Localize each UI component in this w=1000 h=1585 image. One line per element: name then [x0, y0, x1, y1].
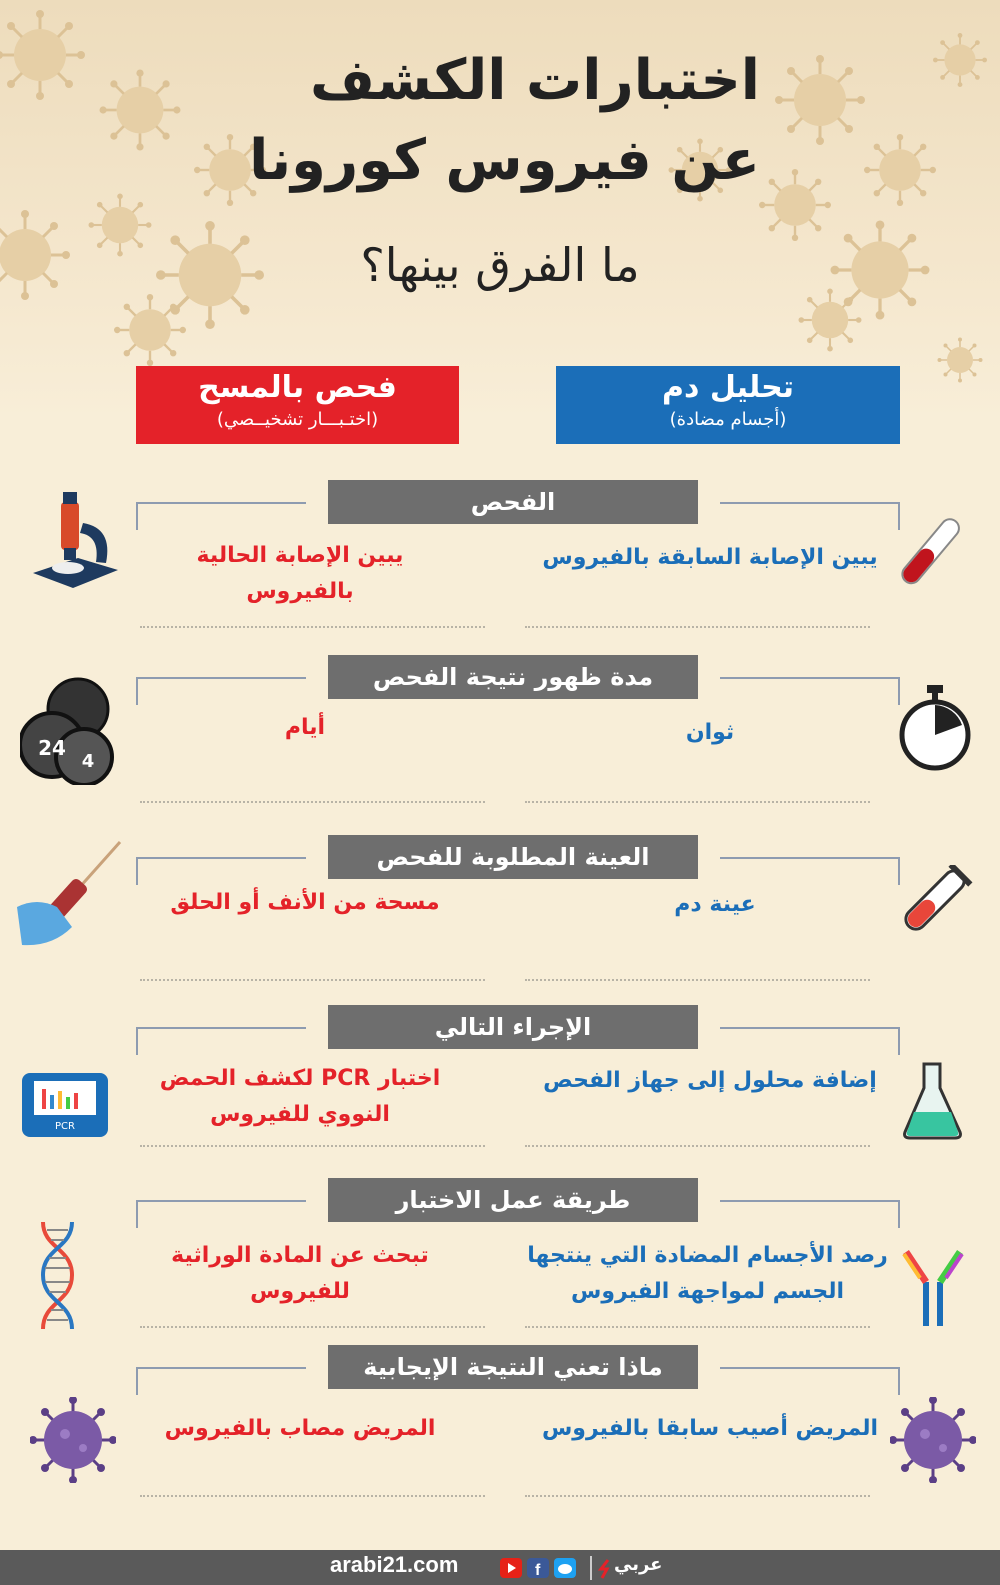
pcr-label: PCR [55, 1121, 75, 1132]
swab-hand-icon [12, 837, 127, 947]
divider [525, 1495, 870, 1497]
blood-method-text-line2: الجسم لمواجهة الفيروس [570, 1279, 844, 1304]
virus-icon [30, 1397, 116, 1483]
stopwatches-24-icon [20, 667, 120, 785]
blood-test-title: تحليل دم [662, 370, 794, 405]
blood-detects-text: يبين الإصابة السابقة بالفيروس [542, 545, 878, 570]
divider [525, 979, 870, 981]
arabi21-logo-icon [598, 1558, 612, 1580]
bracket-right [720, 502, 900, 530]
clock-label-24: 24 [38, 736, 66, 760]
blood-test-header [556, 366, 900, 444]
page-subtitle: ما الفرق بينها؟ [360, 238, 640, 292]
twitter-icon[interactable] [554, 1558, 576, 1578]
blood-sample-text: عينة دم [674, 892, 756, 917]
bracket-right [720, 677, 900, 705]
blood-test-subtitle: (أجسام مضادة) [669, 409, 787, 430]
divider [525, 1326, 870, 1328]
divider [525, 1145, 870, 1147]
section-title: طريقة عمل الاختبار [328, 1178, 698, 1222]
divider [140, 1145, 485, 1147]
page-title-line2: عن فيروس كورونا [249, 128, 760, 193]
flask-icon [900, 1060, 965, 1140]
swab-detects-text: يبين الإصابة الحالية بالفيروس [196, 543, 404, 604]
bracket-left [136, 677, 306, 705]
swab-test-title: فحص بالمسح [198, 370, 397, 405]
swab-method-text-line1: تبحث عن المادة الوراثية [171, 1243, 429, 1268]
pcr-machine-icon [20, 1067, 110, 1139]
section-title: الفحص [328, 480, 698, 524]
virus-icon [890, 1397, 976, 1483]
bracket-left [136, 1027, 306, 1055]
bracket-right [720, 857, 900, 885]
divider [525, 626, 870, 628]
antibody-icon [900, 1238, 970, 1328]
bracket-left [136, 1200, 306, 1228]
section-title: العينة المطلوبة للفحص [328, 835, 698, 879]
arabi21-logo: عربي [614, 1554, 663, 1575]
footer-divider [590, 1556, 592, 1580]
blood-method-text-line1: رصد الأجسام المضادة التي ينتجها [527, 1243, 888, 1268]
swab-test-header [136, 366, 459, 444]
blood-next-text: إضافة محلول إلى جهاز الفحص [543, 1068, 877, 1093]
blood-positive-text: المريض أصيب سابقا بالفيروس [541, 1416, 879, 1441]
section-title: مدة ظهور نتيجة الفحص [328, 655, 698, 699]
youtube-icon[interactable] [500, 1558, 522, 1578]
clock-label-4: 4 [81, 751, 95, 772]
footer [0, 1550, 1000, 1585]
bracket-left [136, 1367, 306, 1395]
blood-time-text: ثوان [685, 720, 735, 745]
blood-test-tube-icon [895, 510, 965, 595]
facebook-icon[interactable] [527, 1558, 549, 1578]
divider [140, 979, 485, 981]
section-title: الإجراء التالي [328, 1005, 698, 1049]
divider [140, 1326, 485, 1328]
sample-tube-icon [895, 865, 975, 935]
divider [140, 801, 485, 803]
bracket-right [720, 1200, 900, 1228]
bracket-left [136, 502, 306, 530]
microscope-icon [28, 488, 123, 598]
stopwatch-icon [895, 683, 975, 771]
swab-test-subtitle: (اختـبـــار تشخيــصي) [216, 409, 379, 430]
swab-time-text: أيام [284, 715, 326, 740]
swab-next-text-line2: النووي للفيروس [210, 1102, 390, 1127]
divider [140, 1495, 485, 1497]
bracket-right [720, 1027, 900, 1055]
page-title-line1: اختبارات الكشف [310, 48, 760, 113]
dna-icon [35, 1218, 80, 1333]
bracket-left [136, 857, 306, 885]
divider [140, 626, 485, 628]
swab-sample-text: مسحة من الأنف أو الحلق [170, 890, 440, 915]
bracket-right [720, 1367, 900, 1395]
svg-text:f: f [535, 1562, 541, 1578]
section-title: ماذا تعني النتيجة الإيجابية [328, 1345, 698, 1389]
site-link[interactable]: arabi21.com [330, 1552, 459, 1577]
swab-positive-text: المريض مصاب بالفيروس [164, 1416, 436, 1441]
swab-method-text-line2: للفيروس [250, 1279, 350, 1304]
swab-next-text-line1: اختبار PCR لكشف الحمض [159, 1066, 441, 1091]
divider [525, 801, 870, 803]
